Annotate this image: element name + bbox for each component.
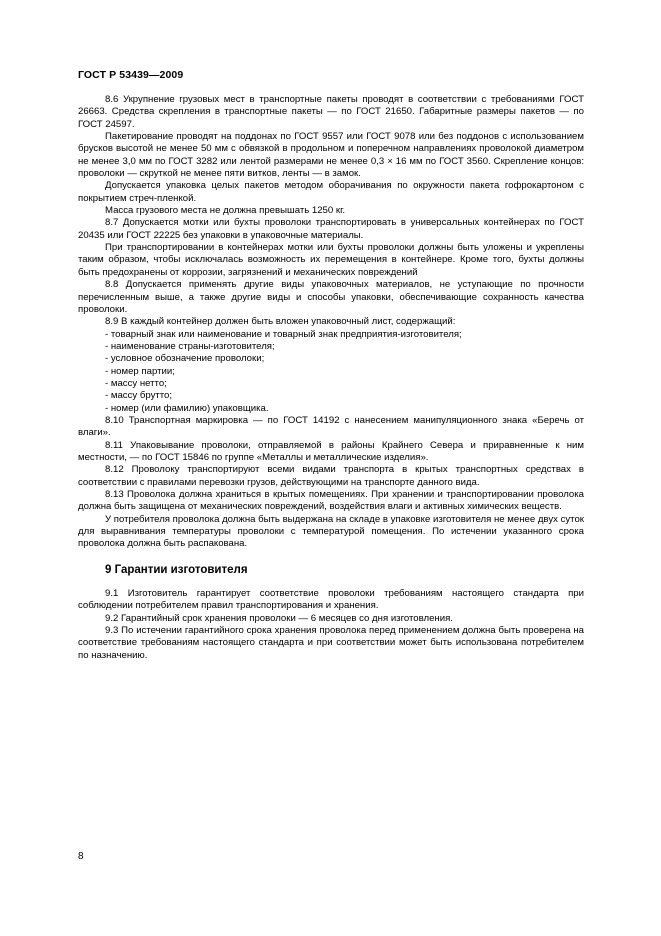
standard-header: ГОСТ Р 53439—2009 (78, 69, 184, 81)
list-item: - номер партии; (105, 365, 175, 377)
paragraph-9-2: 9.2 Гарантийный срок хранения проволоки — 6 месяцев со дня изготовления. (105, 612, 453, 624)
paragraph-8-11: 8.11 Упаковывание проволоки, отправляемой в районы Крайнего Севера и приравненные к ним местности, — по ГОСТ 15846 по группе «Металлы и металлические изделия». (78, 439, 584, 463)
list-item: - наименование страны-изготовителя; (105, 340, 275, 352)
list-item: - массу брутто; (105, 390, 173, 402)
list-item: - товарный знак или наименование и товарный знак предприятия-изготовителя; (105, 328, 462, 340)
paragraph-9-1: 9.1 Изготовитель гарантирует соответствие проволоки требованиям настоящего стандарта при соблюдении потребителем правил транспортирования и хранения. (78, 588, 584, 612)
paragraph-8-9: 8.9 В каждый контейнер должен быть вложен упаковочный лист, содержащий: (105, 316, 456, 328)
paragraph-8-13: 8.13 Проволока должна храниться в крытых помещениях. При хранении и транспортировании проволока должна быть защищена от механических повреждений, воздействия влаги и активных химических веществ. (78, 489, 584, 513)
paragraph-8-7: 8.7 Допускается мотки или бухты проволоки транспортировать в универсальных контейнерах по ГОСТ 20435 или ГОСТ 22225 без упаковки в упаковочные материалы. (78, 217, 584, 241)
paragraph-8-6: 8.6 Укрупнение грузовых мест в транспортные пакеты проводят в соответствии с требованиями ГОСТ 26663. Средства скрепления в транспортные пакеты — по ГОСТ 21650. Габаритные размеры пакетов — по ГОСТ 24597. (78, 94, 584, 130)
list-item: - номер (или фамилию) упаковщика. (105, 402, 269, 414)
paragraph-8-12: 8.12 Проволоку транспортируют всеми видами транспорта в крытых транспортных средствах в соответствии с правилами перевозки грузов, действующими на транспорте данного вида. (78, 464, 584, 488)
page-number: 8 (78, 851, 84, 862)
paragraph-container-transport: При транспортировании в контейнерах мотки или бухты проволоки должны быть уложены и укреплены таким образом, чтобы исключалась возможность их перемещения в контейнере. Кроме того, бухты должны быть предохранены от коррозии, загрязнений и механических повреждений (78, 242, 584, 278)
paragraph-9-3: 9.3 По истечении гарантийного срока хранения проволока перед применением должна быть проверена на соответствие требованиям настоящего стандарта и при соответствии может быть использована потребителем по назначению. (78, 625, 584, 661)
paragraph-packaging-pallets: Пакетирование проводят на поддонах по ГОСТ 9557 или ГОСТ 9078 или без поддонов с использованием брусков высотой не менее 50 мм с обвязкой в продольном и поперечном направлениях проволокой диаметром не менее 3,0 мм по ГОСТ 3282 или лентой размерами не менее 0,3 × 16 мм по ГОСТ 3560. Скрепление концов: проволоки — скруткой не менее пяти витков, ленты — в замок. (78, 131, 584, 180)
body-text (78, 94, 584, 662)
list-item: - условное обозначение проволоки; (105, 353, 265, 365)
paragraph-wrapping: Допускается упаковка целых пакетов методом оборачивания по окружности пакета гофрокартоном с покрытием стреч-пленкой. (78, 180, 584, 204)
list-item: - массу нетто; (105, 377, 167, 389)
paragraph-mass: Масса грузового места не должна превышать 1250 кг. (105, 205, 346, 217)
paragraph-8-8: 8.8 Допускается применять другие виды упаковочных материалов, не уступающие по прочности перечисленным выше, а также другие виды и способы упаковки, обеспечивающие сохранность качества проволоки. (78, 279, 584, 315)
section-9-heading: 9 Гарантии изготовителя (105, 563, 248, 576)
paragraph-consumer-storage: У потребителя проволока должна быть выдержана на складе в упаковке изготовителя не менее двух суток для выравнивания температуры проволоки с температурой помещения. По истечении указанного срока проволока должна быть распакована. (78, 513, 584, 550)
paragraph-8-10: 8.10 Транспортная маркировка — по ГОСТ 14192 с нанесением манипуляционного знака «Беречь от влаги». (78, 414, 584, 439)
